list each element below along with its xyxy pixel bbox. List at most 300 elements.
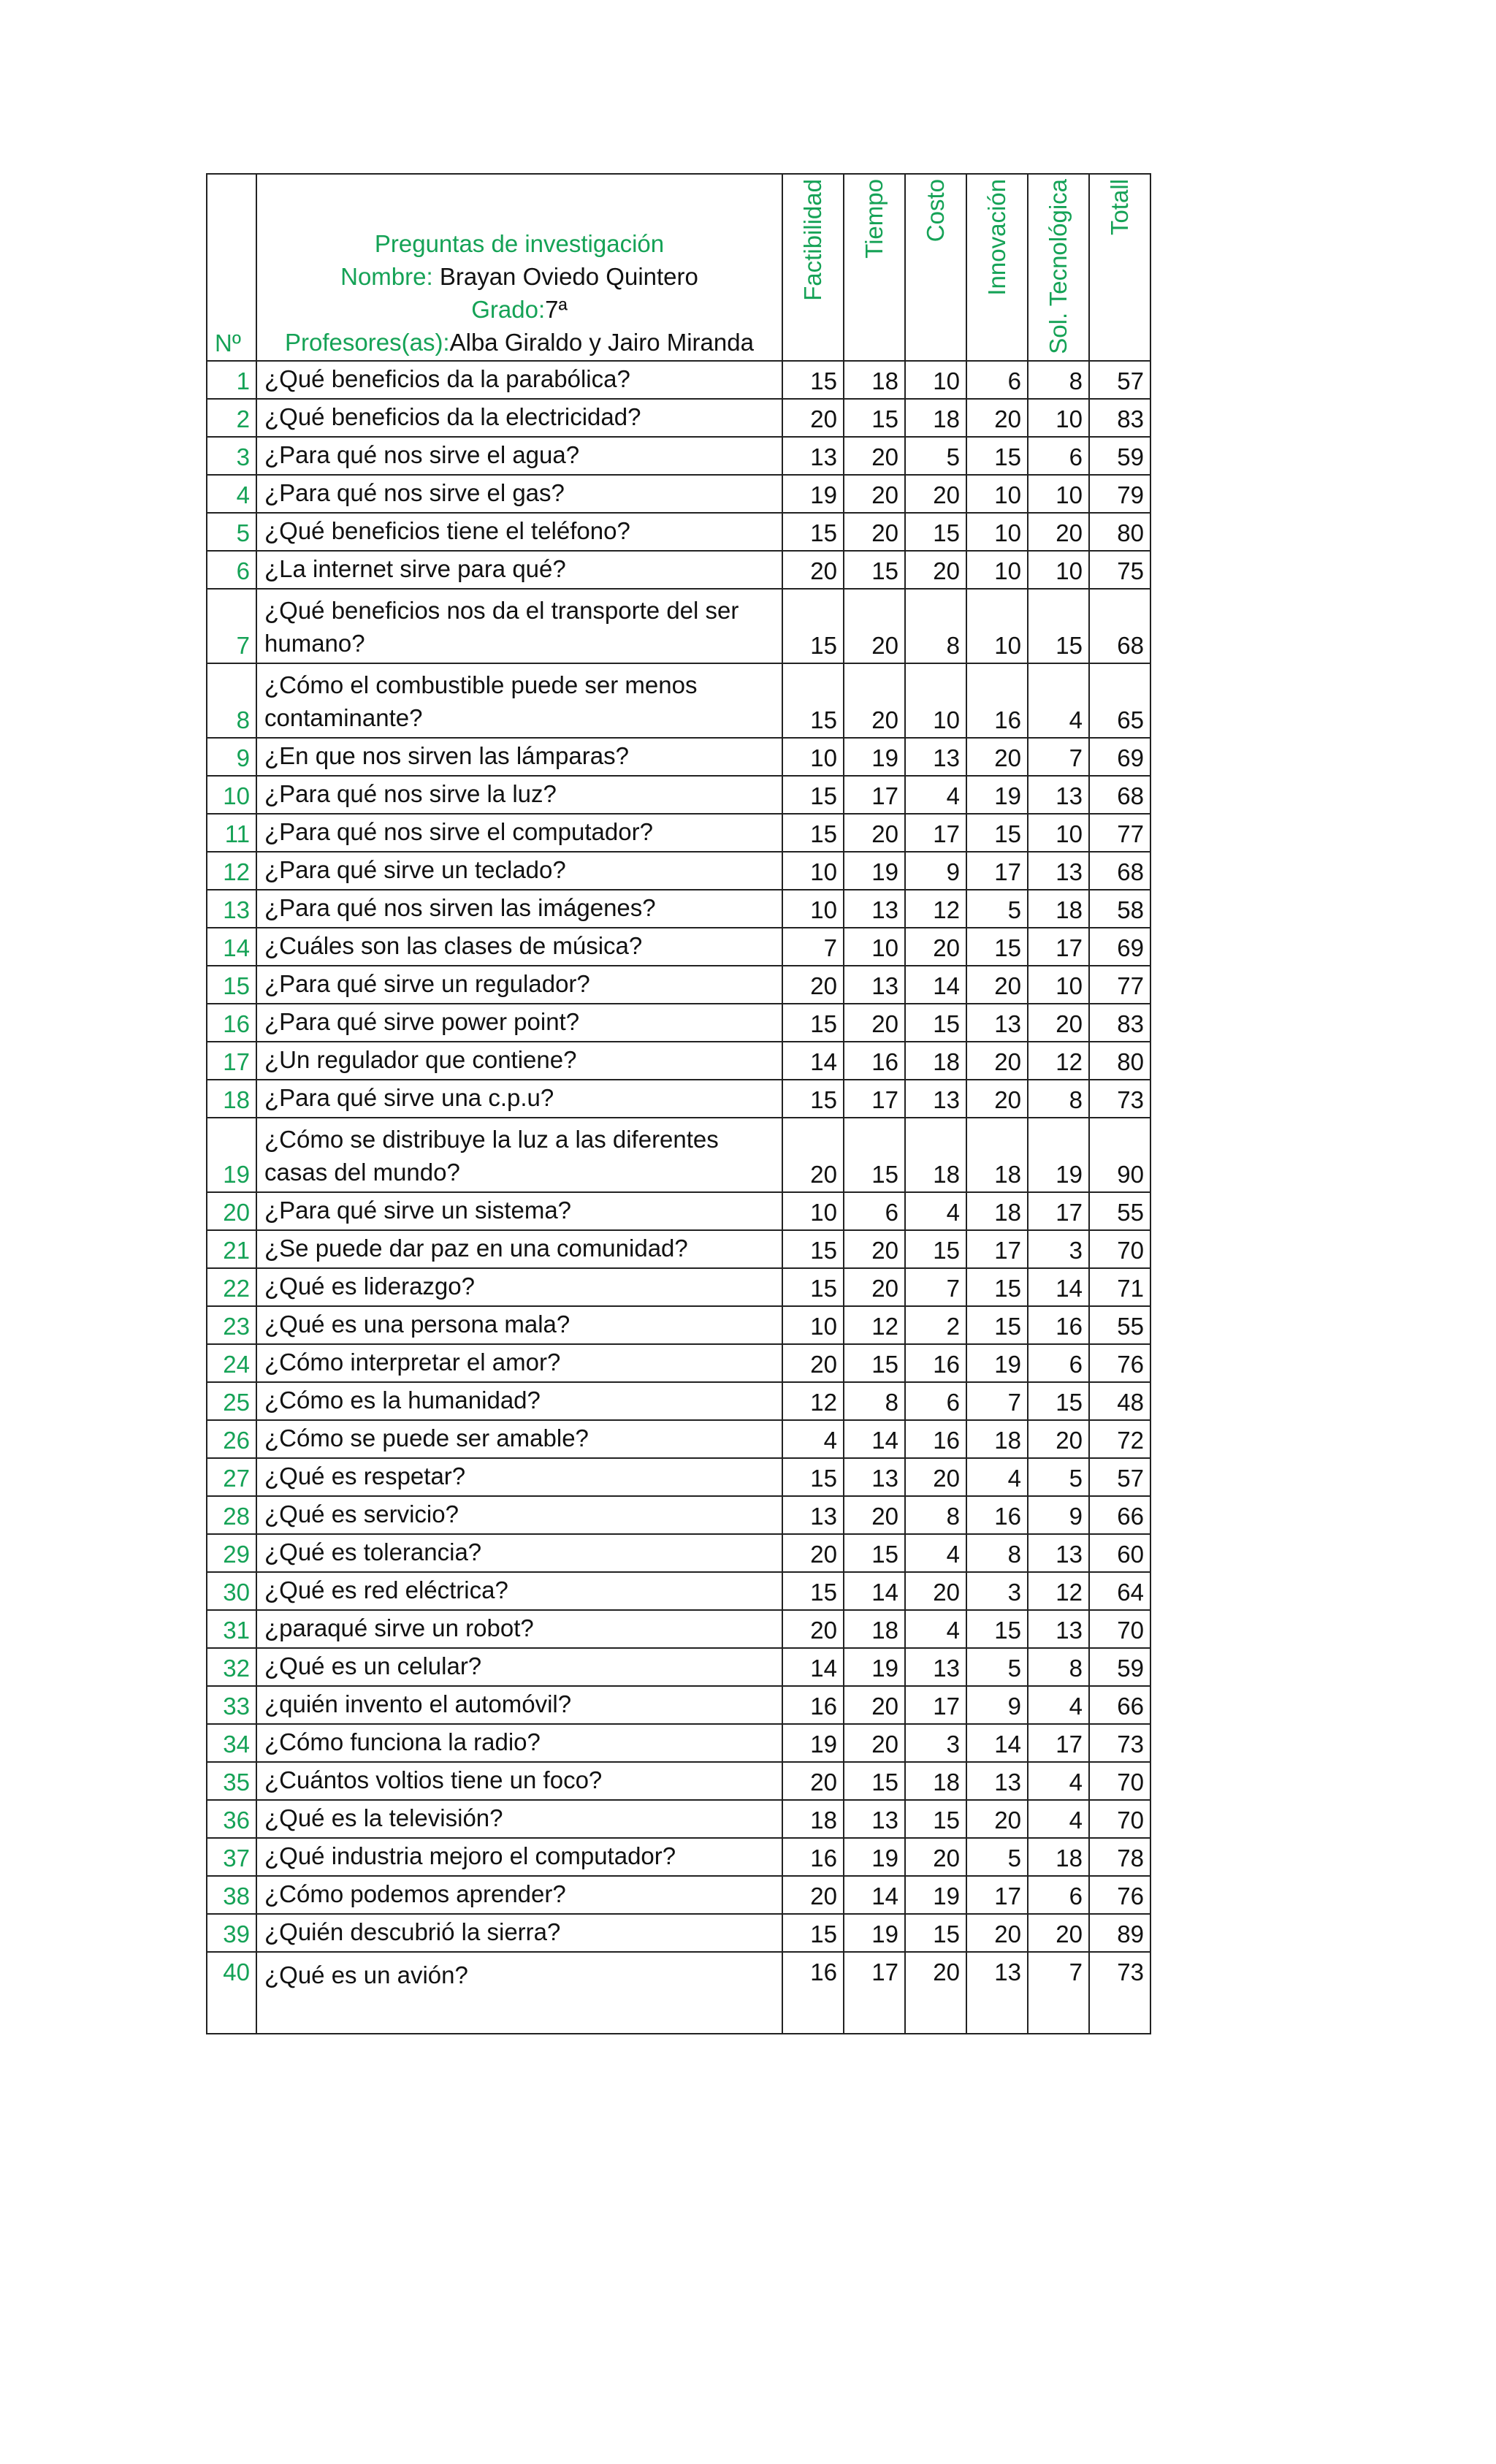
- score-innovacion: 18: [966, 1118, 1028, 1192]
- row-number: 11: [207, 814, 256, 852]
- score-sol-tecnologica: 10: [1028, 399, 1089, 437]
- score-total: 55: [1089, 1192, 1150, 1230]
- table-row: [207, 890, 1150, 928]
- score-tiempo: 19: [844, 852, 905, 890]
- score-tiempo: 20: [844, 589, 905, 663]
- table-row: [207, 1458, 1150, 1496]
- table-row: [207, 1534, 1150, 1572]
- score-costo: 18: [905, 1042, 966, 1080]
- score-tiempo: 14: [844, 1876, 905, 1914]
- row-number: 21: [207, 1230, 256, 1268]
- score-tiempo: 17: [844, 1080, 905, 1118]
- score-sol-tecnologica: 20: [1028, 513, 1089, 551]
- title-block: [256, 174, 782, 361]
- score-tiempo: 19: [844, 1648, 905, 1686]
- score-sol-tecnologica: 4: [1028, 1686, 1089, 1724]
- score-factibilidad: 20: [782, 399, 844, 437]
- score-tiempo: 14: [844, 1420, 905, 1458]
- header-row: [207, 174, 1150, 361]
- row-number: 9: [207, 738, 256, 776]
- score-sol-tecnologica: 20: [1028, 1004, 1089, 1042]
- table-row: [207, 1192, 1150, 1230]
- table-row: [207, 1268, 1150, 1306]
- score-sol-tecnologica: 13: [1028, 1534, 1089, 1572]
- score-tiempo: 19: [844, 738, 905, 776]
- score-factibilidad: 12: [782, 1382, 844, 1420]
- score-tiempo: 14: [844, 1572, 905, 1610]
- table-row: [207, 814, 1150, 852]
- score-costo: 12: [905, 890, 966, 928]
- score-sol-tecnologica: 13: [1028, 776, 1089, 814]
- score-costo: 15: [905, 1914, 966, 1952]
- score-sol-tecnologica: 14: [1028, 1268, 1089, 1306]
- question-text: ¿Para qué nos sirven las imágenes?: [256, 890, 782, 928]
- row-number: 7: [207, 589, 256, 663]
- score-tiempo: 20: [844, 1496, 905, 1534]
- score-sol-tecnologica: 17: [1028, 928, 1089, 966]
- score-factibilidad: 15: [782, 814, 844, 852]
- score-tiempo: 15: [844, 1118, 905, 1192]
- table-row: [207, 1080, 1150, 1118]
- score-sol-tecnologica: 9: [1028, 1496, 1089, 1534]
- score-costo: 3: [905, 1724, 966, 1762]
- row-number: 24: [207, 1344, 256, 1382]
- score-total: 90: [1089, 1118, 1150, 1192]
- score-costo: 4: [905, 1534, 966, 1572]
- score-tiempo: 20: [844, 513, 905, 551]
- question-text: ¿Para qué sirve power point?: [256, 1004, 782, 1042]
- column-header-factibilidad: Factibilidad: [782, 174, 844, 361]
- question-text: ¿Un regulador que contiene?: [256, 1042, 782, 1080]
- column-header-innovacion: Innovación: [966, 174, 1028, 361]
- column-header-costo: Costo: [905, 174, 966, 361]
- score-tiempo: 20: [844, 1004, 905, 1042]
- score-factibilidad: 18: [782, 1800, 844, 1838]
- table-row: [207, 663, 1150, 738]
- score-innovacion: 4: [966, 1458, 1028, 1496]
- question-text: ¿Cómo interpretar el amor?: [256, 1344, 782, 1382]
- question-text: ¿Qué beneficios tiene el teléfono?: [256, 513, 782, 551]
- score-total: 75: [1089, 551, 1150, 589]
- row-number: 12: [207, 852, 256, 890]
- question-text: ¿Para qué sirve una c.p.u?: [256, 1080, 782, 1118]
- question-text: ¿Qué es liderazgo?: [256, 1268, 782, 1306]
- score-innovacion: 20: [966, 1800, 1028, 1838]
- score-innovacion: 20: [966, 399, 1028, 437]
- table-row: [207, 1686, 1150, 1724]
- score-factibilidad: 15: [782, 776, 844, 814]
- score-sol-tecnologica: 12: [1028, 1042, 1089, 1080]
- table-row: [207, 1648, 1150, 1686]
- score-factibilidad: 20: [782, 966, 844, 1004]
- score-sol-tecnologica: 12: [1028, 1572, 1089, 1610]
- column-header-sol-tecnologica: Sol. Tecnológica: [1028, 174, 1089, 361]
- score-costo: 17: [905, 814, 966, 852]
- question-text: ¿Para qué sirve un sistema?: [256, 1192, 782, 1230]
- score-tiempo: 17: [844, 776, 905, 814]
- score-total: 76: [1089, 1876, 1150, 1914]
- row-number: 5: [207, 513, 256, 551]
- score-innovacion: 16: [966, 663, 1028, 738]
- score-costo: 13: [905, 1648, 966, 1686]
- score-sol-tecnologica: 8: [1028, 1080, 1089, 1118]
- score-innovacion: 17: [966, 1230, 1028, 1268]
- score-sol-tecnologica: 8: [1028, 361, 1089, 399]
- row-number: 2: [207, 399, 256, 437]
- score-tiempo: 13: [844, 1458, 905, 1496]
- row-number: 4: [207, 475, 256, 513]
- row-number: 3: [207, 437, 256, 475]
- score-sol-tecnologica: 18: [1028, 1838, 1089, 1876]
- score-total: 79: [1089, 475, 1150, 513]
- score-costo: 14: [905, 966, 966, 1004]
- table-row: [207, 1004, 1150, 1042]
- score-sol-tecnologica: 7: [1028, 738, 1089, 776]
- score-total: 80: [1089, 513, 1150, 551]
- score-innovacion: 10: [966, 475, 1028, 513]
- question-text: ¿Para qué nos sirve el computador?: [256, 814, 782, 852]
- question-text: ¿Para qué sirve un teclado?: [256, 852, 782, 890]
- score-sol-tecnologica: 15: [1028, 589, 1089, 663]
- table-row: [207, 589, 1150, 663]
- score-sol-tecnologica: 3: [1028, 1230, 1089, 1268]
- score-sol-tecnologica: 15: [1028, 1382, 1089, 1420]
- score-costo: 18: [905, 399, 966, 437]
- score-innovacion: 5: [966, 1648, 1028, 1686]
- question-text: ¿La internet sirve para qué?: [256, 551, 782, 589]
- row-number: 23: [207, 1306, 256, 1344]
- table-row: [207, 1838, 1150, 1876]
- score-innovacion: 8: [966, 1534, 1028, 1572]
- table-row: [207, 1230, 1150, 1268]
- score-total: 66: [1089, 1686, 1150, 1724]
- score-tiempo: 20: [844, 814, 905, 852]
- row-number: 27: [207, 1458, 256, 1496]
- score-factibilidad: 19: [782, 1724, 844, 1762]
- score-costo: 8: [905, 1496, 966, 1534]
- question-text: ¿Quién descubrió la sierra?: [256, 1914, 782, 1952]
- score-total: 59: [1089, 1648, 1150, 1686]
- score-costo: 18: [905, 1762, 966, 1800]
- score-total: 78: [1089, 1838, 1150, 1876]
- score-sol-tecnologica: 10: [1028, 475, 1089, 513]
- row-number: 14: [207, 928, 256, 966]
- score-sol-tecnologica: 20: [1028, 1914, 1089, 1952]
- score-costo: 20: [905, 1838, 966, 1876]
- table-row: [207, 1762, 1150, 1800]
- question-text: ¿Cómo es la humanidad?: [256, 1382, 782, 1420]
- score-total: 69: [1089, 738, 1150, 776]
- score-innovacion: 3: [966, 1572, 1028, 1610]
- row-number: 30: [207, 1572, 256, 1610]
- title: Preguntas de investigación: [374, 230, 665, 257]
- score-innovacion: 10: [966, 551, 1028, 589]
- score-sol-tecnologica: 4: [1028, 663, 1089, 738]
- score-factibilidad: 20: [782, 1610, 844, 1648]
- score-total: 70: [1089, 1800, 1150, 1838]
- grade-value: 7ª: [545, 296, 568, 323]
- score-sol-tecnologica: 6: [1028, 437, 1089, 475]
- score-total: 55: [1089, 1306, 1150, 1344]
- row-number: 40: [207, 1952, 256, 2034]
- score-sol-tecnologica: 10: [1028, 966, 1089, 1004]
- row-number: 18: [207, 1080, 256, 1118]
- score-innovacion: 18: [966, 1420, 1028, 1458]
- row-number: 28: [207, 1496, 256, 1534]
- score-tiempo: 16: [844, 1042, 905, 1080]
- score-total: 77: [1089, 966, 1150, 1004]
- column-header-tiempo: Tiempo: [844, 174, 905, 361]
- column-header-total: Totall: [1089, 174, 1150, 361]
- question-text: ¿Para qué sirve un regulador?: [256, 966, 782, 1004]
- score-innovacion: 17: [966, 852, 1028, 890]
- score-innovacion: 20: [966, 966, 1028, 1004]
- score-sol-tecnologica: 17: [1028, 1724, 1089, 1762]
- score-innovacion: 15: [966, 814, 1028, 852]
- table-row: [207, 1496, 1150, 1534]
- score-total: 73: [1089, 1952, 1150, 2034]
- score-total: 68: [1089, 589, 1150, 663]
- score-innovacion: 20: [966, 1042, 1028, 1080]
- question-text: ¿Cuáles son las clases de música?: [256, 928, 782, 966]
- score-tiempo: 13: [844, 966, 905, 1004]
- score-factibilidad: 10: [782, 852, 844, 890]
- row-number: 37: [207, 1838, 256, 1876]
- score-total: 58: [1089, 890, 1150, 928]
- question-text: ¿Qué beneficios da la electricidad?: [256, 399, 782, 437]
- score-costo: 10: [905, 361, 966, 399]
- score-tiempo: 15: [844, 1762, 905, 1800]
- teachers-label: Profesores(as):: [285, 329, 450, 356]
- score-sol-tecnologica: 19: [1028, 1118, 1089, 1192]
- score-factibilidad: 15: [782, 1230, 844, 1268]
- score-costo: 20: [905, 475, 966, 513]
- score-sol-tecnologica: 18: [1028, 890, 1089, 928]
- row-number: 15: [207, 966, 256, 1004]
- score-total: 70: [1089, 1762, 1150, 1800]
- score-costo: 4: [905, 1610, 966, 1648]
- score-costo: 20: [905, 928, 966, 966]
- question-text: ¿Cómo el combustible puede ser menos contaminante?: [256, 663, 782, 738]
- question-text: ¿Para qué nos sirve el agua?: [256, 437, 782, 475]
- question-text: ¿Se puede dar paz en una comunidad?: [256, 1230, 782, 1268]
- score-costo: 6: [905, 1382, 966, 1420]
- table-row: [207, 928, 1150, 966]
- row-number: 1: [207, 361, 256, 399]
- teachers-value: Alba Giraldo y Jairo Miranda: [449, 329, 754, 356]
- number-column-header: Nº: [207, 174, 256, 361]
- question-text: ¿Para qué nos sirve el gas?: [256, 475, 782, 513]
- row-number: 38: [207, 1876, 256, 1914]
- row-number: 22: [207, 1268, 256, 1306]
- student-name-line: [257, 260, 782, 293]
- score-total: 69: [1089, 928, 1150, 966]
- score-total: 57: [1089, 1458, 1150, 1496]
- question-text: ¿Qué es la televisión?: [256, 1800, 782, 1838]
- score-tiempo: 19: [844, 1914, 905, 1952]
- table-row: [207, 437, 1150, 475]
- row-number: 16: [207, 1004, 256, 1042]
- score-tiempo: 13: [844, 1800, 905, 1838]
- score-factibilidad: 10: [782, 738, 844, 776]
- score-factibilidad: 20: [782, 1344, 844, 1382]
- score-sol-tecnologica: 13: [1028, 1610, 1089, 1648]
- table-row: [207, 1344, 1150, 1382]
- score-total: 68: [1089, 776, 1150, 814]
- score-sol-tecnologica: 6: [1028, 1344, 1089, 1382]
- score-total: 89: [1089, 1914, 1150, 1952]
- score-factibilidad: 19: [782, 475, 844, 513]
- row-number: 39: [207, 1914, 256, 1952]
- row-number: 34: [207, 1724, 256, 1762]
- score-total: 83: [1089, 1004, 1150, 1042]
- score-factibilidad: 15: [782, 663, 844, 738]
- score-total: 65: [1089, 663, 1150, 738]
- score-innovacion: 7: [966, 1382, 1028, 1420]
- table-row: [207, 1572, 1150, 1610]
- score-factibilidad: 15: [782, 1080, 844, 1118]
- score-innovacion: 20: [966, 738, 1028, 776]
- table-row: [207, 399, 1150, 437]
- table-row: [207, 1042, 1150, 1080]
- score-costo: 15: [905, 513, 966, 551]
- score-factibilidad: 13: [782, 1496, 844, 1534]
- score-tiempo: 15: [844, 1344, 905, 1382]
- score-sol-tecnologica: 16: [1028, 1306, 1089, 1344]
- table-row: [207, 1952, 1150, 2034]
- table-row: [207, 1914, 1150, 1952]
- score-tiempo: 10: [844, 928, 905, 966]
- table-row: [207, 1800, 1150, 1838]
- score-sol-tecnologica: 10: [1028, 551, 1089, 589]
- question-text: ¿En que nos sirven las lámparas?: [256, 738, 782, 776]
- score-sol-tecnologica: 13: [1028, 852, 1089, 890]
- score-total: 77: [1089, 814, 1150, 852]
- score-sol-tecnologica: 20: [1028, 1420, 1089, 1458]
- table-row: [207, 852, 1150, 890]
- score-innovacion: 15: [966, 437, 1028, 475]
- score-factibilidad: 14: [782, 1042, 844, 1080]
- table-row: [207, 966, 1150, 1004]
- score-factibilidad: 7: [782, 928, 844, 966]
- score-innovacion: 5: [966, 890, 1028, 928]
- score-factibilidad: 20: [782, 1534, 844, 1572]
- score-costo: 9: [905, 852, 966, 890]
- score-costo: 15: [905, 1800, 966, 1838]
- score-costo: 5: [905, 437, 966, 475]
- teachers-line: [257, 326, 782, 359]
- score-sol-tecnologica: 7: [1028, 1952, 1089, 2034]
- score-innovacion: 15: [966, 1610, 1028, 1648]
- score-innovacion: 10: [966, 513, 1028, 551]
- table-row: [207, 513, 1150, 551]
- score-factibilidad: 15: [782, 589, 844, 663]
- score-tiempo: 6: [844, 1192, 905, 1230]
- question-text: ¿Cómo se puede ser amable?: [256, 1420, 782, 1458]
- score-innovacion: 19: [966, 1344, 1028, 1382]
- question-text: ¿quién invento el automóvil?: [256, 1686, 782, 1724]
- table-row: [207, 361, 1150, 399]
- score-innovacion: 17: [966, 1876, 1028, 1914]
- score-innovacion: 5: [966, 1838, 1028, 1876]
- row-number: 36: [207, 1800, 256, 1838]
- row-number: 6: [207, 551, 256, 589]
- row-number: 19: [207, 1118, 256, 1192]
- score-innovacion: 16: [966, 1496, 1028, 1534]
- research-questions-table: [206, 173, 1151, 2034]
- score-tiempo: 8: [844, 1382, 905, 1420]
- score-tiempo: 18: [844, 361, 905, 399]
- question-text: ¿Qué es red eléctrica?: [256, 1572, 782, 1610]
- score-costo: 4: [905, 1192, 966, 1230]
- score-costo: 13: [905, 1080, 966, 1118]
- score-innovacion: 19: [966, 776, 1028, 814]
- row-number: 13: [207, 890, 256, 928]
- score-costo: 19: [905, 1876, 966, 1914]
- question-text: ¿Qué es un avión?: [256, 1952, 782, 2034]
- table-row: [207, 1724, 1150, 1762]
- score-total: 80: [1089, 1042, 1150, 1080]
- score-tiempo: 19: [844, 1838, 905, 1876]
- score-innovacion: 15: [966, 1268, 1028, 1306]
- table-row: [207, 776, 1150, 814]
- score-total: 66: [1089, 1496, 1150, 1534]
- question-text: ¿Cómo podemos aprender?: [256, 1876, 782, 1914]
- score-factibilidad: 15: [782, 1458, 844, 1496]
- question-text: ¿Qué es respetar?: [256, 1458, 782, 1496]
- score-tiempo: 15: [844, 1534, 905, 1572]
- score-innovacion: 9: [966, 1686, 1028, 1724]
- table-row: [207, 551, 1150, 589]
- score-factibilidad: 10: [782, 890, 844, 928]
- score-innovacion: 13: [966, 1762, 1028, 1800]
- score-factibilidad: 15: [782, 513, 844, 551]
- score-total: 72: [1089, 1420, 1150, 1458]
- score-innovacion: 15: [966, 928, 1028, 966]
- score-tiempo: 20: [844, 1268, 905, 1306]
- score-innovacion: 20: [966, 1914, 1028, 1952]
- score-factibilidad: 4: [782, 1420, 844, 1458]
- question-text: ¿Cómo se distribuye la luz a las diferentes casas del mundo?: [256, 1118, 782, 1192]
- score-innovacion: 6: [966, 361, 1028, 399]
- score-innovacion: 18: [966, 1192, 1028, 1230]
- score-tiempo: 20: [844, 1686, 905, 1724]
- score-tiempo: 15: [844, 551, 905, 589]
- question-text: ¿Qué beneficios da la parabólica?: [256, 361, 782, 399]
- score-costo: 2: [905, 1306, 966, 1344]
- score-factibilidad: 20: [782, 1876, 844, 1914]
- table-row: [207, 1306, 1150, 1344]
- score-total: 57: [1089, 361, 1150, 399]
- table-row: [207, 1382, 1150, 1420]
- score-costo: 20: [905, 551, 966, 589]
- score-total: 71: [1089, 1268, 1150, 1306]
- table-row: [207, 1118, 1150, 1192]
- question-text: ¿Qué es una persona mala?: [256, 1306, 782, 1344]
- score-tiempo: 20: [844, 1230, 905, 1268]
- score-factibilidad: 10: [782, 1192, 844, 1230]
- score-sol-tecnologica: 5: [1028, 1458, 1089, 1496]
- score-factibilidad: 20: [782, 551, 844, 589]
- score-factibilidad: 15: [782, 1572, 844, 1610]
- score-total: 64: [1089, 1572, 1150, 1610]
- score-sol-tecnologica: 8: [1028, 1648, 1089, 1686]
- question-text: ¿Qué es servicio?: [256, 1496, 782, 1534]
- score-total: 73: [1089, 1724, 1150, 1762]
- score-total: 68: [1089, 852, 1150, 890]
- score-factibilidad: 16: [782, 1952, 844, 2034]
- score-costo: 4: [905, 776, 966, 814]
